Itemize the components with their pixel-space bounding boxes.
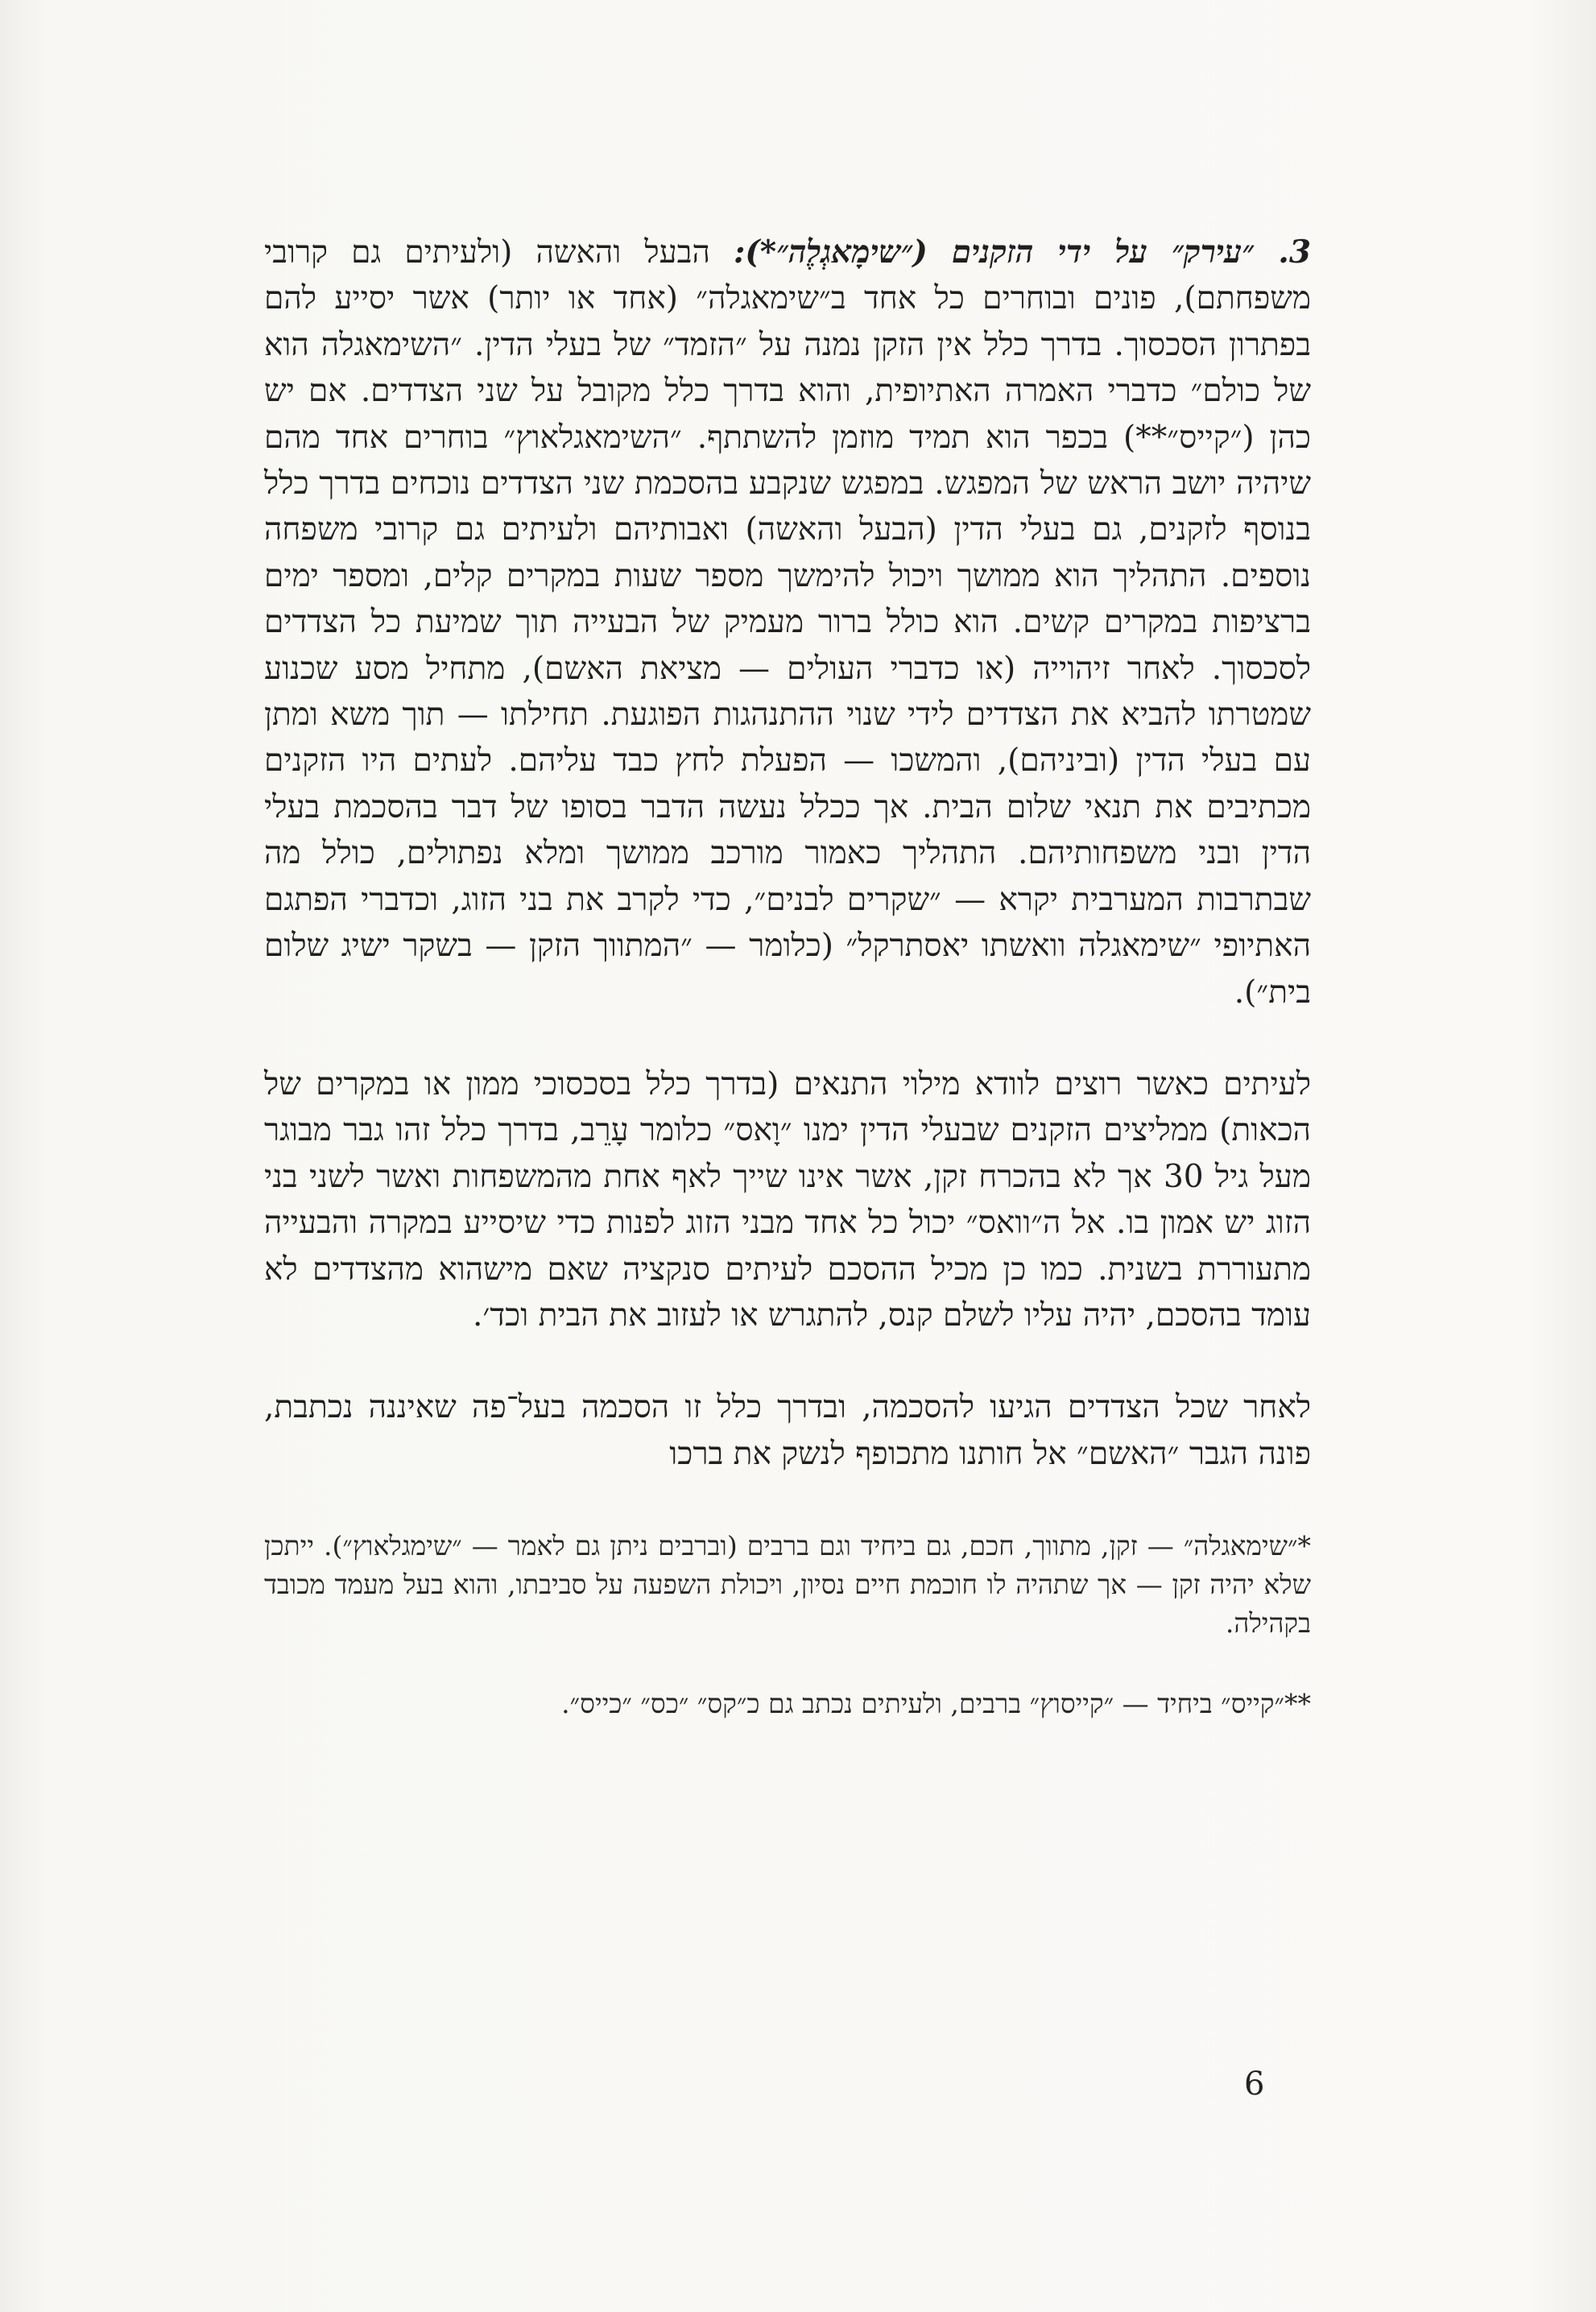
paragraph-1-body: הבעל והאשה (ולעיתים גם קרובי משפחתם), פונים ובוחרים כל אחד ב״שימאגלה״ (אחד או יותר) אשר יסייע להם בפתרון הסכסוך. בדרך כלל אין הזקן נמנה על ״הזמד״ של בעלי הדין. ״השימאגלה הוא של כולם״ כדברי האמרה האתיופית, והוא בדרך כלל מקובל על שני הצדדים. אם יש כהן (״קייס״**) בכפר הוא תמיד מוזמן להשתתף. ״השימאגלאוץ״ בוחרים אחד מהם שיהיה יושב הראש של המפגש. במפגש שנקבע בהסכמת שני הצדדים נוכחים בדרך כלל בנוסף לזקנים, גם בעלי הדין (הבעל והאשה) ואבותיהם ולעיתים גם קרובי משפחה נוספים. התהליך הוא ממושך ויכול להימשך מספר שעות במקרים קלים, ומספר ימים ברציפות במקרים קשים. הוא כולל ברור מעמיק של הבעייה תוך שמיעת כל הצדדים לסכסוך. לאחר זיהוייה (או כדברי העולים — מציאת האשם), מתחיל מסע שכנוע שמטרתו להביא את הצדדים לידי שנוי ההתנהגות הפוגעת. תחילתו — תוך משא ומתן עם בעלי הדין (וביניהם), והמשכו — הפעלת לחץ כבד עליהם. לעתים היו הזקנים מכתיבים את תנאי שלום הבית. אך ככלל נעשה הדבר בסופו של דבר בהסכמת בעלי הדין ובני משפחותיהם. התהליך כאמור מורכב ממושך ומלא נפתולים, כולל מה שבתרבות המערבית יקרא — ״שקרים לבנים״, כדי לקרב את בני הזוג, וכדברי הפתגם האתיופי ״שימאגלה וואשתו יאסתרקל״ (כלומר — ״המתווך הזקן — בשקר ישיג שלום בית״). — [264, 234, 1311, 1011]
page-number: 6 — [1244, 2066, 1265, 2103]
footnote-2: **״קייס״ ביחיד — ״קייסוץ״ ברבים, ולעיתים נכתב גם כ״קס״ ״כס״ ״כייס״. — [561, 1688, 1311, 1720]
paragraph-3: לאחר שכל הצדדים הגיעו להסכמה, ובדרך כלל זו הסכמה בעל־פה שאיננה נכתבת, פונה הגבר ״האשם״ אל חותנו מתכופף לנשק את ברכו — [264, 1389, 1311, 1472]
paragraph-1 — [264, 230, 1311, 1015]
main-text-block — [264, 230, 1311, 1723]
section-heading: 3. ״עירק״ על ידי הזקנים (״שימָאגְלֶה״*): — [733, 234, 1311, 271]
footnote-1: *״שימאגלה״ — זקן, מתווך, חכם, גם ביחיד וגם ברבים (וברבים ניתן גם לאמר — ״שימגלאוץ״). ייתכן שלא יהיה זקן — אך שתהיה לו חוכמת חיים נסיון, ויכולת השפעה על סביבתו, והוא בעל מעמד מכובד בקהילה. — [264, 1530, 1311, 1640]
paragraph-2: לעיתים כאשר רוצים לוודא מילוי התנאים (בדרך כלל בסכסוכי ממון או במקרים של הכאות) ממליצים הזקנים שבעלי הדין ימנו ״וָאס״ כלומר עָרֵב, בדרך כלל זהו גבר מבוגר מעל גיל 30 אך לא בהכרח זקן, אשר אינו שייך לאף אחת מהמשפחות ואשר לשני בני הזוג יש אמון בו. אל ה״וואס״ יכול כל אחד מבני הזוג לפנות כדי שיסייע במקרה והבעייה מתעוררת בשנית. כמו כן מכיל ההסכם לעיתים סנקציה שאם מישהוא מהצדדים לא עומד בהסכם, יהיה עליו לשלם קנס, להתגרש או לעזוב את הבית וכד׳. — [264, 1065, 1311, 1334]
